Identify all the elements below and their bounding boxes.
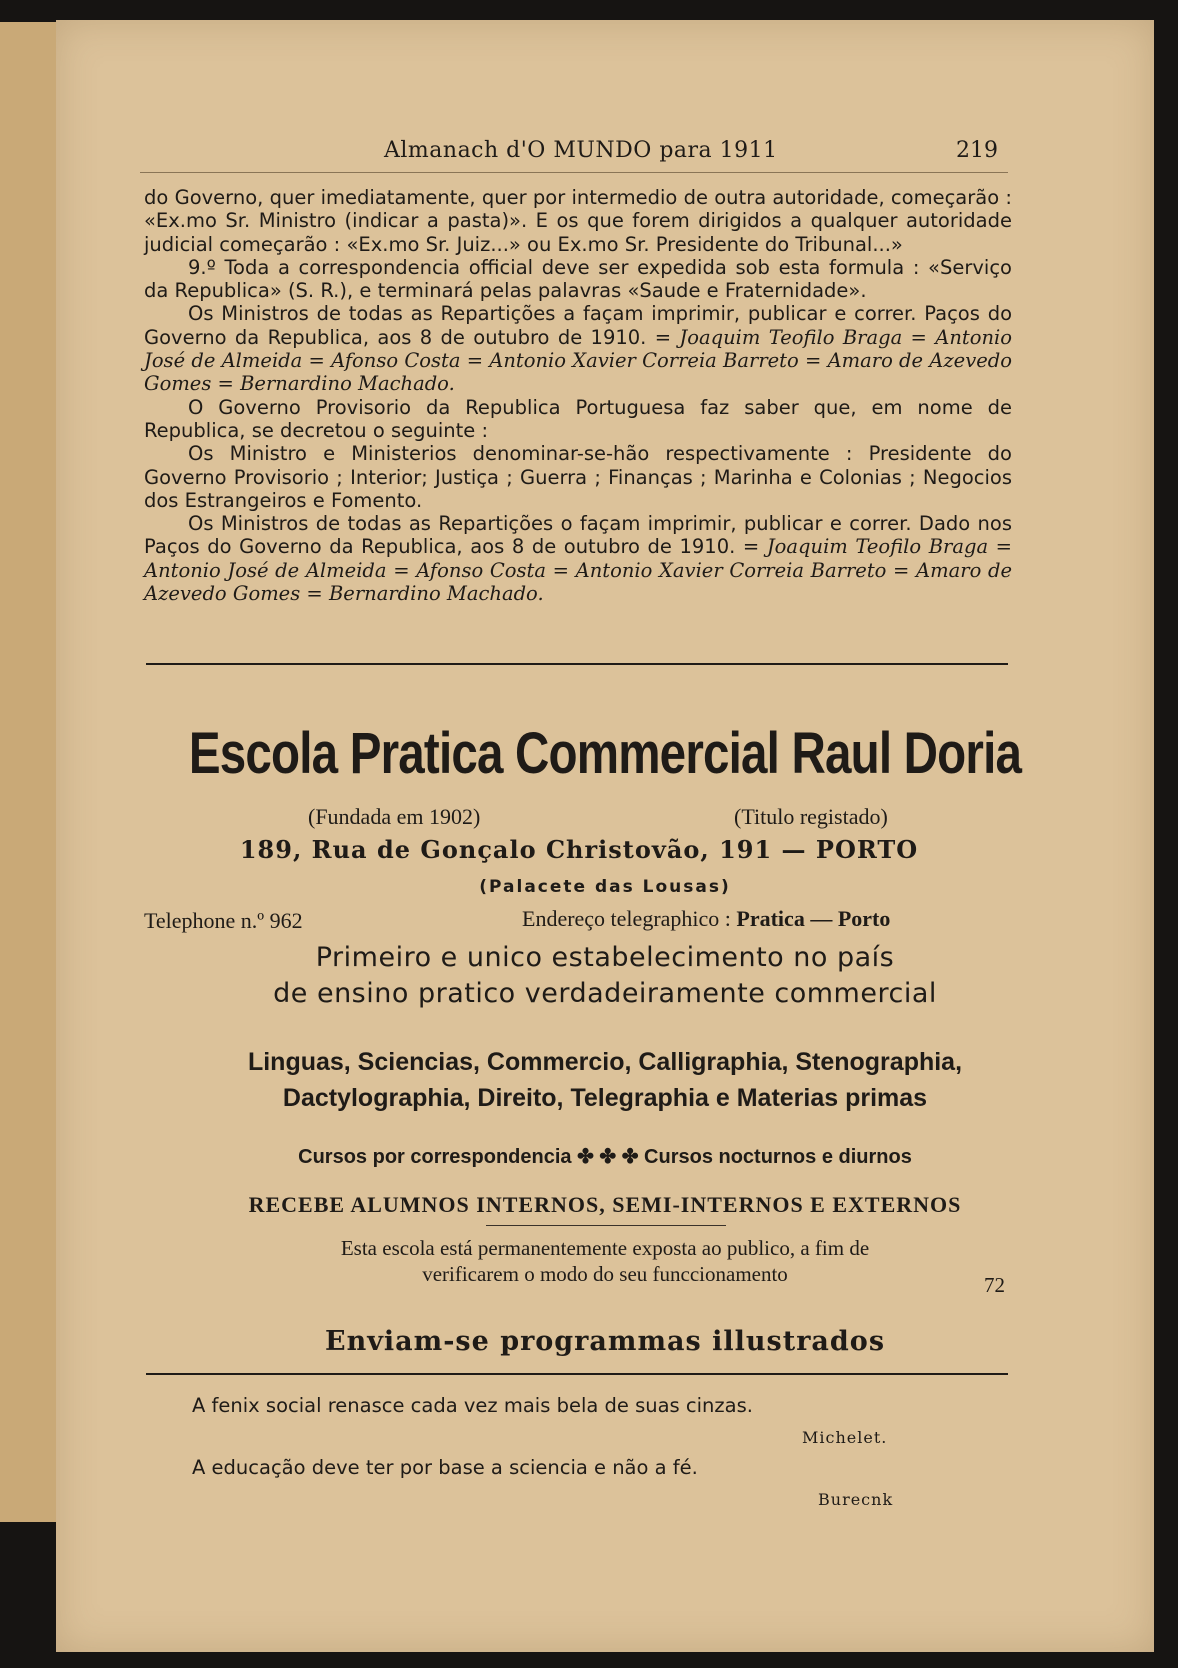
quote-author: Burecnk: [818, 1490, 894, 1509]
paragraph: Os Ministros de todas as Repartições a façam imprimir, publicar e correr. Paços do Governo da Republica, aos 8 de outubro de 1910. = Joaquim Teofilo Braga = Antonio José de Almeida = Afonso Costa = Antonio Xavier Correia Barreto = Amaro de Azevedo Gomes = Bernardino Machado.: [144, 302, 1013, 396]
signatories: Joaquim Teofilo Braga = Antonio José de Almeida = Afonso Costa = Antonio Xavier Correia Barreto = Amaro de Azevedo Gomes = Bernardino Machado.: [144, 325, 1013, 396]
running-header: [56, 138, 1154, 168]
founded-note: (Fundada em 1902): [308, 804, 481, 829]
divider: [486, 1225, 726, 1226]
telephone: Telephone n.º 962: [144, 908, 303, 933]
slogan-line: de ensino pratico verdadeiramente commercial: [273, 978, 937, 1009]
school-title: Escola Pratica Commercial Raul Doria: [188, 721, 1022, 786]
paragraph: Os Ministros de todas as Repartições o façam imprimir, publicar e correr. Dado nos Paços do Governo da Republica, aos 8 de outubro de 1910. = Joaquim Teofilo Braga = Antonio José de Almeida = Afonso Costa = Antonio Xavier Correia Barreto = Amaro de Azevedo Gomes = Bernardino Machado.: [144, 512, 1013, 606]
page-number: 219: [956, 138, 998, 163]
quote-author: Michelet.: [802, 1428, 888, 1447]
telegraph-value: Pratica — Porto: [736, 906, 891, 931]
admissions-line: RECEBE ALUMNOS INTERNOS, SEMI-INTERNOS E EXTERNOS: [248, 1192, 962, 1217]
paragraph: O Governo Provisorio da Republica Portuguesa faz saber que, em nome de Republica, se decretou o seguinte :: [144, 395, 1012, 442]
slogan-line: Primeiro e unico estabelecimento no país: [315, 942, 895, 973]
header-rule: [140, 172, 1008, 173]
side-number: 72: [984, 1273, 1005, 1297]
decree-text: [144, 186, 1012, 605]
facing-page-edge: [0, 22, 59, 1522]
subjects-line: Dactylographia, Direito, Telegraphia e Materias primas: [282, 1084, 928, 1112]
subjects-line: Linguas, Sciencias, Commercio, Calligraphia, Stenographia,: [247, 1048, 963, 1076]
paragraph: Os Ministro e Ministerios denominar-se-hão respectivamente : Presidente do Governo Provisorio ; Interior; Justiça ; Guerra ; Finanças ; Marinha e Colonias ; Negocios dos Estrangeiros e Fomento.: [144, 442, 1012, 512]
paragraph: do Governo, quer imediatamente, quer por intermedio de outra autoridade, começarão : «Ex.mo Sr. Ministro (indicar a pasta)». E os que forem dirigidos a qualquer autoridade judicial começarão : «Ex.mo Sr. Juiz...» ou Ex.mo Sr. Presidente do Tribunal...»: [144, 186, 1012, 256]
ad-top-rule: [146, 663, 1008, 665]
book-page: [56, 20, 1154, 1652]
quote-text: A fenix social renasce cada vez mais bela de suas cinzas.: [192, 1394, 753, 1417]
almanach-title: Almanach d'O MUNDO para 1911: [384, 138, 778, 163]
telegraph-label: Endereço telegraphico :: [522, 906, 731, 931]
quote-text: A educação deve ter por base a sciencia e não a fé.: [192, 1456, 698, 1479]
registered-note: (Titulo registado): [734, 804, 888, 829]
programs-line: Enviam-se programmas illustrados: [324, 1326, 886, 1357]
building-name: (Palacete das Lousas): [479, 877, 731, 897]
signatories: Joaquim Teofilo Braga = Antonio José de Almeida = Afonso Costa = Antonio Xavier Correia Barreto = Amaro de Azevedo Gomes = Bernardino Machado.: [144, 535, 1013, 606]
school-address: 189, Rua de Gonçalo Christovão, 191 — PORTO: [239, 835, 919, 864]
exposed-line: Esta escola está permanentemente exposta ao publico, a fim de: [340, 1236, 870, 1260]
ad-bottom-rule: [146, 1373, 1008, 1375]
courses-line: Cursos por correspondencia ✤ ✤ ✤ Cursos nocturnos e diurnos: [298, 1146, 912, 1168]
telegraph-address: [522, 906, 890, 932]
exposed-line: verificarem o modo do seu funccionamento: [422, 1262, 788, 1286]
paragraph: 9.º Toda a correspondencia official deve ser expedida sob esta formula : «Serviço da Republica» (S. R.), e terminará pelas palavras «Saude e Fraternidade».: [144, 255, 1012, 303]
